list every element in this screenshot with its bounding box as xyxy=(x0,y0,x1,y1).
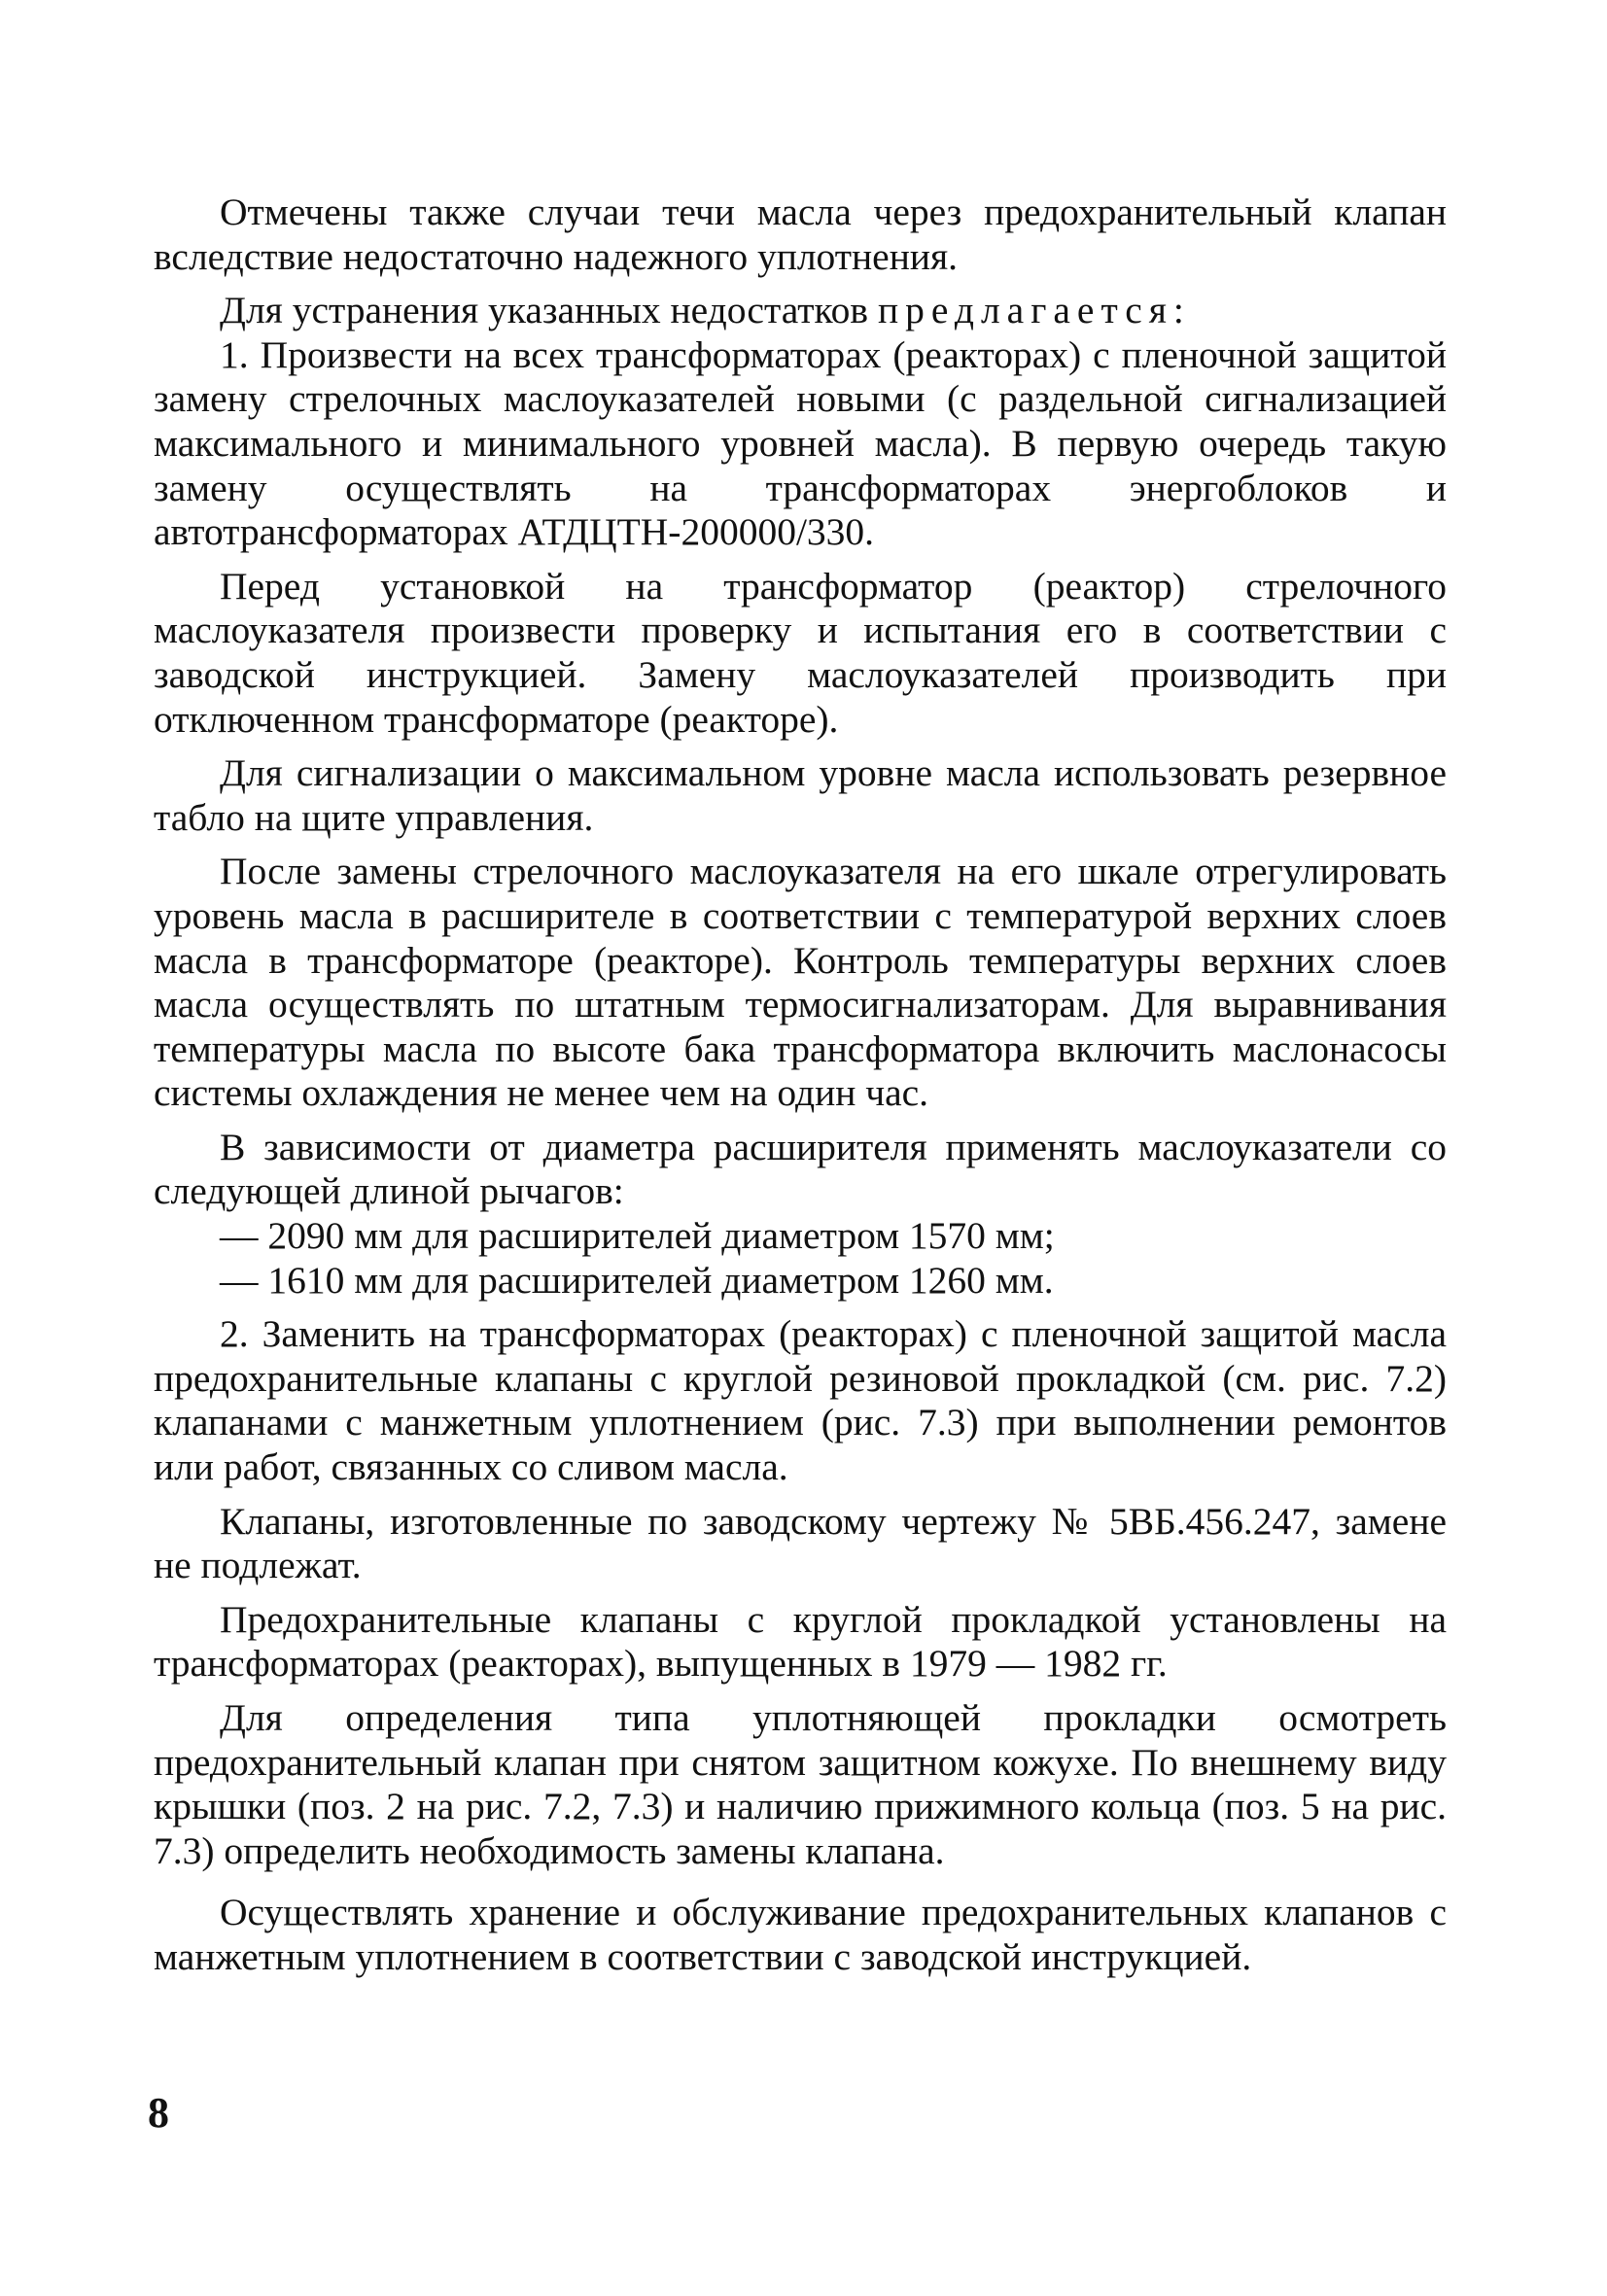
page-number: 8 xyxy=(148,2089,169,2137)
list-item: — 1610 мм для расширителей диаметром 1260 мм. xyxy=(220,1258,1054,1302)
paragraph-text: Для устранения указанных недостатков xyxy=(220,289,878,332)
list-item: — 2090 мм для расширителей диаметром 1570 мм; xyxy=(220,1214,1055,1258)
paragraph: Клапаны, изготовленные по заводскому чертежу № 5ВБ.456.247, замене не подлежат. xyxy=(154,1499,1447,1587)
paragraph: Для сигнализации о максимальном уровне масла использовать резервное табло на щите управления. xyxy=(154,751,1447,839)
paragraph: Осуществлять хранение и обслуживание предохранительных клапанов с манжетным уплотнением в соответствии с заводской инструкцией. xyxy=(154,1891,1447,1978)
paragraph xyxy=(154,289,1447,333)
paragraph: 1. Произвести на всех трансформаторах (реакторах) с пленочной защитой замену стрелочных маслоуказателей новыми (с раздельной сигнализацией максимального и минимального уровней масла). В первую очередь такую замену осуществлять на трансформаторах энергоблоков и автотрансформаторах АТДЦТН-200000/330. xyxy=(154,332,1447,554)
paragraph: После замены стрелочного маслоуказателя на его шкале отрегулировать уровень масла в расширителе в соответствии с температурой верхних слоев масла в трансформаторе (реакторе). Контроль температуры верхних слоев масла осуществлять по штатным термосигнализаторам. Для выравнивания температуры масла по высоте бака трансформатора включить маслонасосы системы охлаждения не менее чем на один час. xyxy=(154,850,1447,1115)
paragraph: Предохранительные клапаны с круглой прокладкой установлены на трансформаторах (реакторах), выпущенных в 1979 — 1982 гг. xyxy=(154,1597,1447,1686)
emphasized-word: предлагается: xyxy=(877,289,1191,332)
paragraph: 2. Заменить на трансформаторах (реакторах) с пленочной защитой масла предохранительные клапаны с круглой резиновой прокладкой (см. рис. 7.2) клапанами с манжетным уплотнением (рис. 7.3) при выполнении ремонтов или работ, связанных со сливом масла. xyxy=(154,1312,1447,1489)
paragraph: Перед установкой на трансформатор (реактор) стрелочного маслоуказателя произвести проверку и испытания его в соответствии с заводской инструкцией. Замену маслоуказателей производить при отключенном трансформаторе (реакторе). xyxy=(154,564,1447,741)
paragraph: Для определения типа уплотняющей прокладки осмотреть предохранительный клапан при снятом защитном кожухе. По внешнему виду крышки (поз. 2 на рис. 7.2, 7.3) и наличию прижимного кольца (поз. 5 на рис. 7.3) определить необходимость замены клапана. xyxy=(154,1696,1447,1872)
body-text xyxy=(154,191,1447,1980)
paragraph: Отмечены также случаи течи масла через предохранительный клапан вследствие недостаточно надежного уплотнения. xyxy=(154,191,1447,278)
paragraph: В зависимости от диаметра расширителя применять маслоуказатели со следующей длиной рычагов: xyxy=(154,1125,1447,1213)
